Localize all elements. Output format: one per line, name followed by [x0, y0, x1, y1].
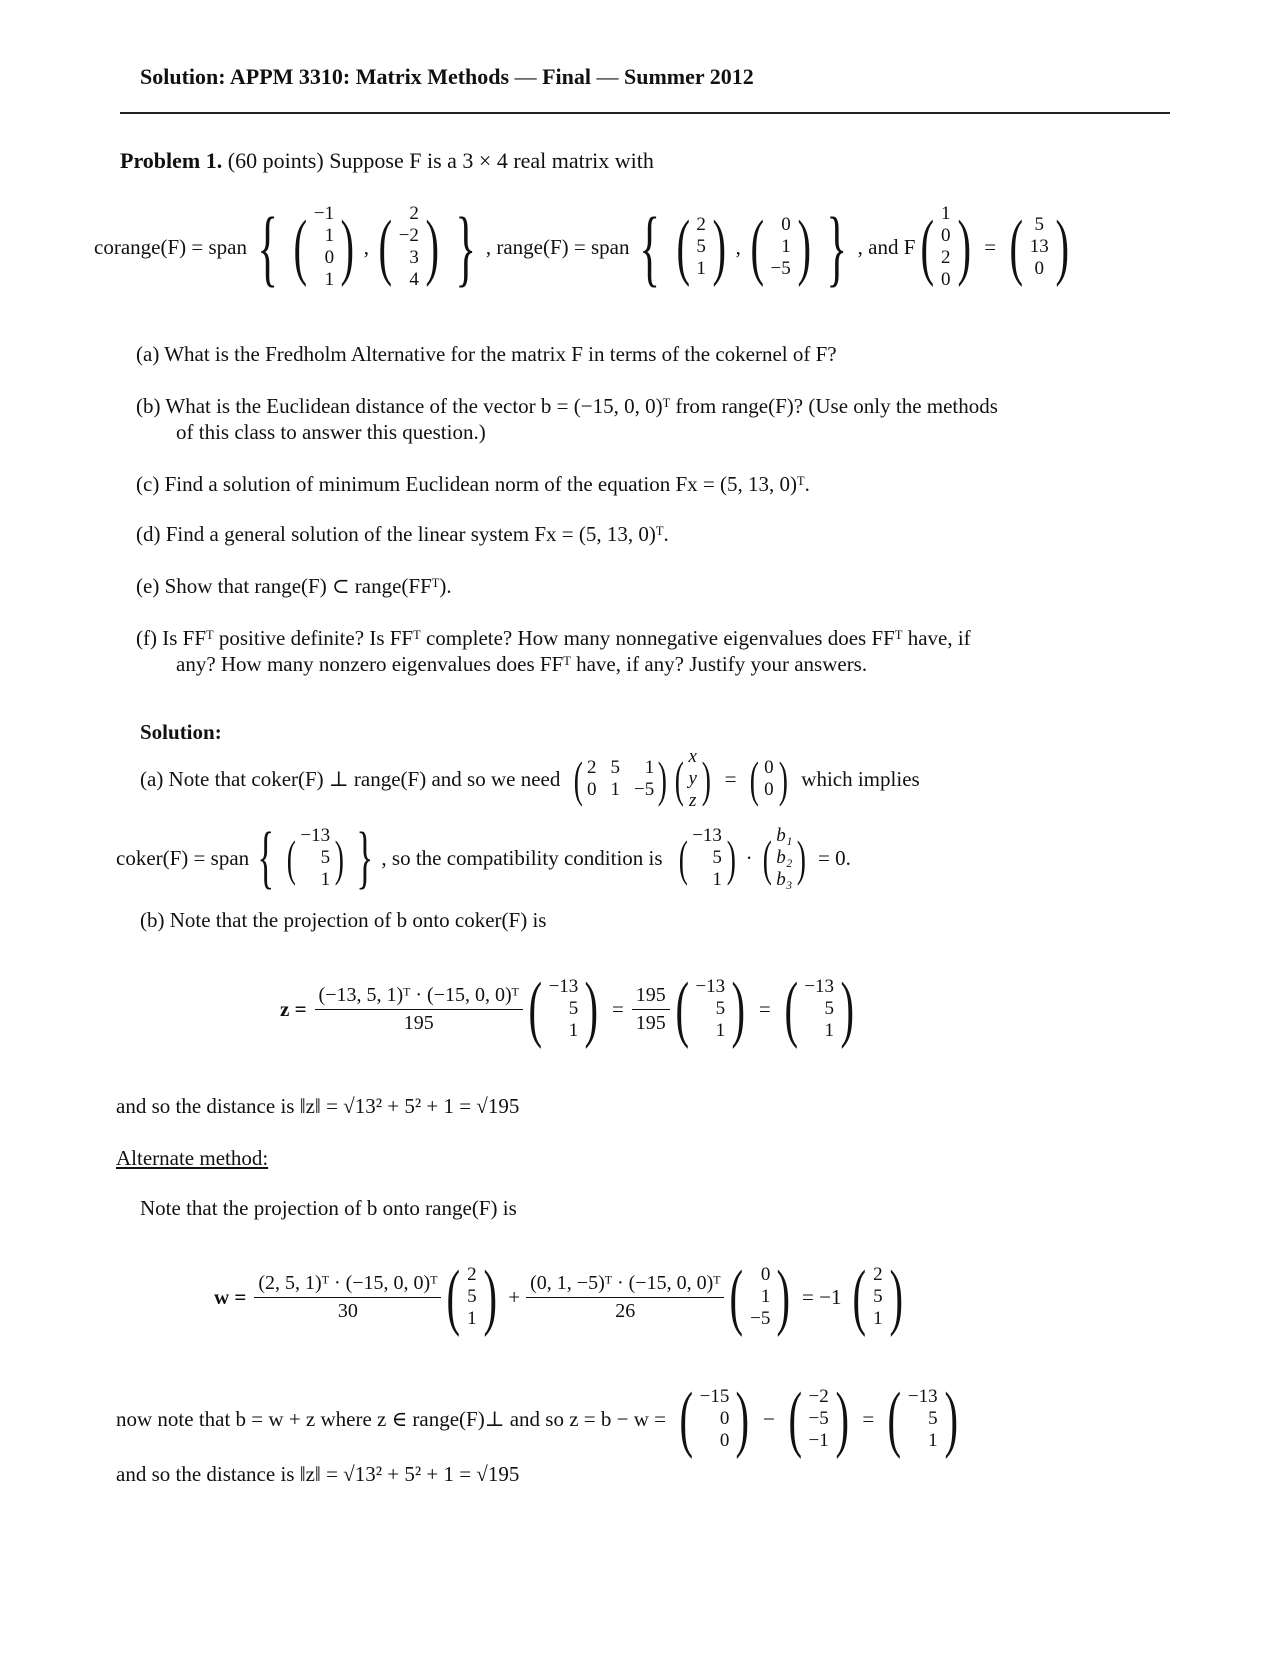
- z-fraction: $\frac{\text{(−13, 5, 1)ᵀ · (−15, 0, 0)ᵀ}}{195}$: [315, 984, 523, 1035]
- header-exam: Final: [542, 64, 591, 89]
- solution-a-text: (a) Note that coker(F) ⊥ range(F) and so we need: [140, 766, 561, 791]
- f-input-vector: ( 1 0 2 0 ): [920, 203, 971, 290]
- now-text: now note that b = w + z where z ∈ range(F)⊥ and so z = b − w =: [116, 1406, 666, 1431]
- w-vector-1: ( 2 5 1 ): [447, 1256, 497, 1338]
- w-vector: ( −2 −5 −1 ): [788, 1378, 849, 1460]
- w-vector-3: ( 2 5 1 ): [853, 1256, 903, 1338]
- range-label: , range(F) = span: [485, 234, 630, 259]
- solution-heading: Solution:: [140, 720, 222, 744]
- coker-vector: ( −13 5 1 ): [286, 825, 345, 890]
- range-vector-2: ( 0 1 −5 ): [750, 206, 811, 288]
- z-vector-1: ( −13 5 1 ): [528, 968, 599, 1050]
- a-zero-vector: ( 0 0 ): [750, 751, 788, 807]
- alternate-method: Alternate method:: [116, 1146, 269, 1170]
- solution-b-text: (b) Note that the projection of b onto coker(F) is: [140, 908, 547, 932]
- range-vector-1: ( 2 5 1 ): [676, 206, 727, 288]
- left-brace: {: [257, 199, 278, 295]
- corange-vector-2: ( 2 −2 3 4 ): [378, 203, 440, 290]
- z-label: z =: [280, 996, 307, 1021]
- proj-text: Note that the projection of b onto range(F) is: [140, 1196, 517, 1220]
- a-implies: which implies: [801, 766, 920, 791]
- compat-text: , so the compatibility condition is: [381, 845, 663, 870]
- z-fraction-2: $\frac{195}{195}$: [632, 984, 670, 1035]
- header-dash-1: —: [514, 64, 537, 89]
- w-label: w =: [214, 1284, 247, 1309]
- problem-intro-line: [120, 148, 654, 174]
- z-result-vector: ( −13 5 1 ): [887, 1378, 958, 1460]
- z-vector-3: ( −13 5 1 ): [784, 968, 855, 1050]
- compat-coker-vector: ( −13 5 1 ): [678, 825, 736, 890]
- right-brace: }: [454, 199, 476, 295]
- b-vector: ( −15 0 0 ): [679, 1378, 750, 1460]
- header: [140, 64, 754, 90]
- corange-range-line: corange(F) = span { ( −1 1 0 1 ) , ( 2 −2 3 4 ) } , range(F) = span { ( 2 5 1 ) , ( 0 1 −5 ) } , and F ( 1 0 2 0 ) = ( 5 13 0 ): [94, 192, 1074, 302]
- w-projection-line: w = $\frac{\text{(2, 5, 1)ᵀ · (−15, 0, 0)ᵀ}}{30}$ ( 2 5 1 ) + $\frac{\text{(0, 1, −5)ᵀ · (−15, 0, 0)ᵀ}}{26}$ ( 0 1 −5 ) = −1 ( 2 5 1 ): [214, 1252, 908, 1342]
- f-output-vector: ( 5 13 0 ): [1009, 206, 1069, 288]
- compat-end: = 0.: [818, 845, 851, 870]
- and-f-label: , and F: [857, 234, 916, 259]
- part-a: (a) What is the Fredholm Alternative for the matrix F in terms of the cokernel of F?: [136, 342, 837, 366]
- b-vars-vector: ( b₁ b₂ b₃ ): [762, 825, 807, 890]
- problem-label: Problem 1.: [120, 148, 223, 173]
- header-dash-2: —: [596, 64, 619, 89]
- a-matrix: ( 2 5 1 0 1 −5 ): [574, 751, 668, 807]
- distance-text: and so the distance is ‖z‖ = √13² + 5² + 1 = √195: [116, 1094, 520, 1118]
- part-b-cont: of this class to answer this question.): [176, 420, 486, 444]
- corange-vector-2-entries: 2 −2 3 4: [398, 203, 419, 290]
- distance-text-2: and so the distance is ‖z‖ = √13² + 5² + 1 = √195: [116, 1462, 520, 1486]
- header-rule: [120, 112, 1170, 114]
- header-term: Summer 2012: [624, 64, 754, 89]
- w-vector-2: ( 0 1 −5 ): [730, 1256, 791, 1338]
- a-vars-vector: ( x y z ): [674, 746, 711, 811]
- part-e: (e) Show that range(F) ⊂ range(FFᵀ).: [136, 574, 452, 598]
- solution-a-line: (a) Note that coker(F) ⊥ range(F) and so we need ( 2 5 1 0 1 −5 ) ( x y z ) = ( 0 0 ) which implies: [140, 746, 920, 811]
- z-vector-2: ( −13 5 1 ): [675, 968, 746, 1050]
- part-f-cont: any? How many nonzero eigenvalues does FFᵀ have, if any? Justify your answers.: [176, 652, 868, 676]
- coker-label: coker(F) = span: [116, 845, 250, 870]
- problem-intro: (60 points) Suppose F is a 3 × 4 real matrix with: [227, 148, 654, 173]
- part-b: (b) What is the Euclidean distance of the vector b = (−15, 0, 0)ᵀ from range(F)? (Use only the methods: [136, 394, 998, 418]
- w-coef: = −1: [802, 1284, 842, 1309]
- header-course: Solution: APPM 3310: Matrix Methods: [140, 64, 510, 89]
- corange-vector-1-entries: −1 1 0 1: [313, 203, 335, 290]
- part-f: (f) Is FFᵀ positive definite? Is FFᵀ complete? How many nonnegative eigenvalues does FFᵀ have, if: [136, 626, 971, 650]
- part-d: (d) Find a general solution of the linear system Fx = (5, 13, 0)ᵀ.: [136, 522, 669, 546]
- coker-line: coker(F) = span { ( −13 5 1 ) } , so the compatibility condition is ( −13 5 1 ) · ( b₁ b₂ b₃ ) = 0.: [116, 819, 851, 896]
- now-note-line: now note that b = w + z where z ∈ range(F)⊥ and so z = b − w = ( −15 0 0 ) − ( −2 −5 −1 ) = ( −13 5 1 ): [116, 1374, 963, 1464]
- part-c: (c) Find a solution of minimum Euclidean norm of the equation Fx = (5, 13, 0)ᵀ.: [136, 472, 810, 496]
- z-projection-line: z = $\frac{\text{(−13, 5, 1)ᵀ · (−15, 0, 0)ᵀ}}{195}$ ( −13 5 1 ) = $\frac{195}{195}$ ( −13 5 1 ) = ( −13 5 1 ): [280, 964, 860, 1054]
- w-fraction-2: $\frac{\text{(0, 1, −5)ᵀ · (−15, 0, 0)ᵀ}}{26}$: [526, 1272, 724, 1323]
- w-fraction-1: $\frac{\text{(2, 5, 1)ᵀ · (−15, 0, 0)ᵀ}}{30}$: [254, 1272, 441, 1323]
- corange-vector-1: ( −1 1 0 1 ): [293, 203, 355, 290]
- a-matrix-entries: 2 5 1 0 1 −5: [587, 757, 655, 800]
- corange-label: corange(F) = span: [94, 234, 247, 259]
